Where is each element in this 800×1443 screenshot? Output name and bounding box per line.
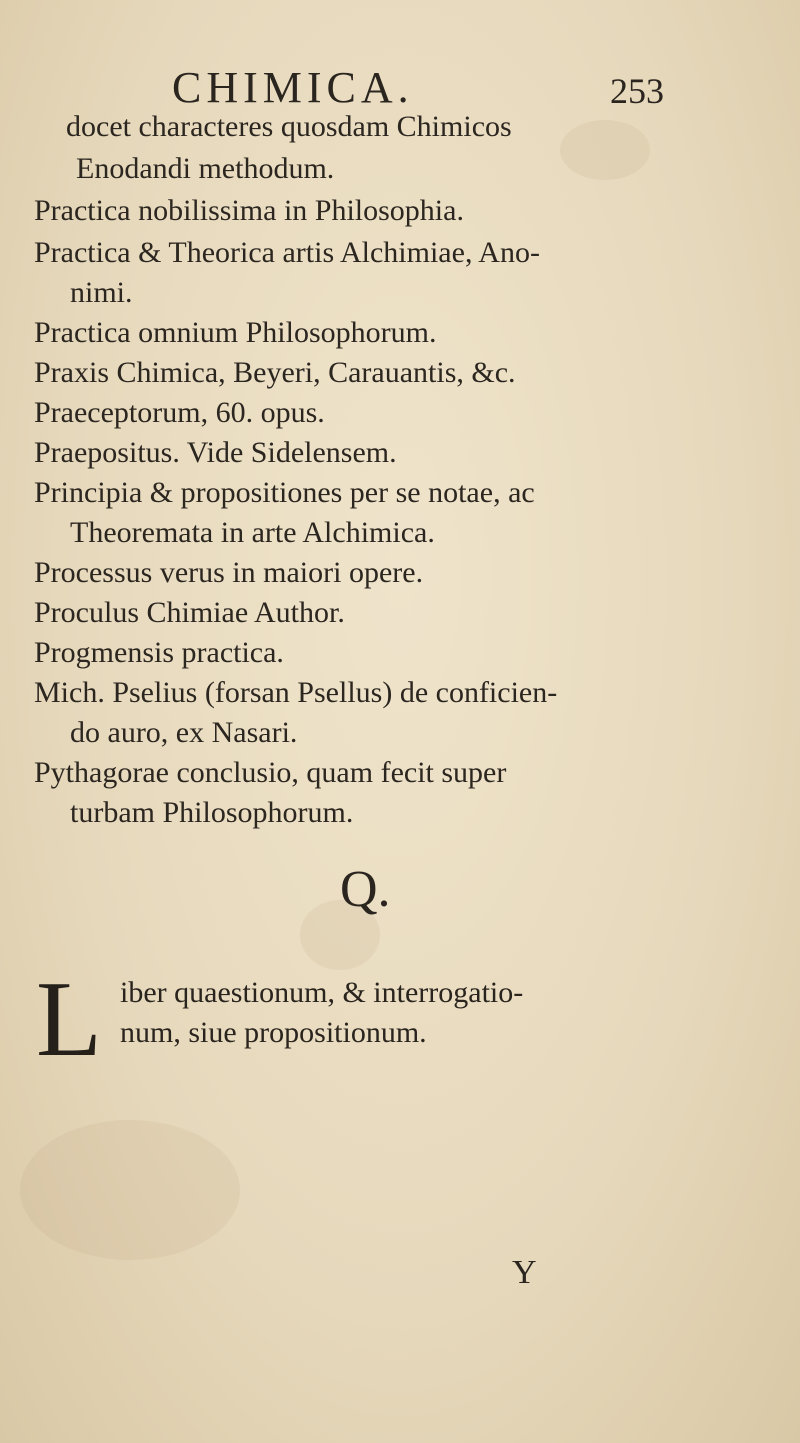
index-entry: Processus verus in maiori opere.	[34, 556, 424, 589]
page-number: 253	[610, 71, 664, 111]
index-entry: Proculus Chimiae Author.	[34, 596, 345, 629]
index-entry: docet characteres quosdam Chimicos	[66, 110, 512, 143]
catchword: Y	[512, 1254, 537, 1291]
index-entry: Principia & propositiones per se notae, ac	[34, 476, 535, 509]
index-entry: do auro, ex Nasari.	[70, 716, 298, 749]
index-entry: Practica & Theorica artis Alchimiae, Ano-	[34, 236, 540, 269]
index-entry: turbam Philosophorum.	[70, 796, 354, 829]
index-entry: Mich. Pselius (forsan Psellus) de conficien-	[34, 676, 558, 709]
index-entry: Enodandi methodum.	[76, 152, 335, 185]
index-entry: Theoremata in arte Alchimica.	[70, 516, 435, 549]
index-entry: Praepositus. Vide Sidelensem.	[34, 436, 397, 469]
section-intro-line: num, siue propositionum.	[120, 1016, 427, 1049]
running-head: CHIMICA.	[172, 63, 414, 112]
section-letter: Q.	[340, 861, 391, 918]
index-entry: Pythagorae conclusio, quam fecit super	[34, 756, 507, 789]
index-entry: nimi.	[70, 276, 133, 309]
index-entry: Progmensis practica.	[34, 636, 284, 669]
index-entry: Praeceptorum, 60. opus.	[34, 396, 325, 429]
index-entry: Praxis Chimica, Beyeri, Carauantis, &c.	[34, 356, 516, 389]
drop-cap: L	[36, 960, 102, 1079]
section-intro-line: iber quaestionum, & interrogatio-	[120, 976, 524, 1009]
index-entry: Practica nobilissima in Philosophia.	[34, 194, 464, 227]
index-entry: Practica omnium Philosophorum.	[34, 316, 437, 349]
